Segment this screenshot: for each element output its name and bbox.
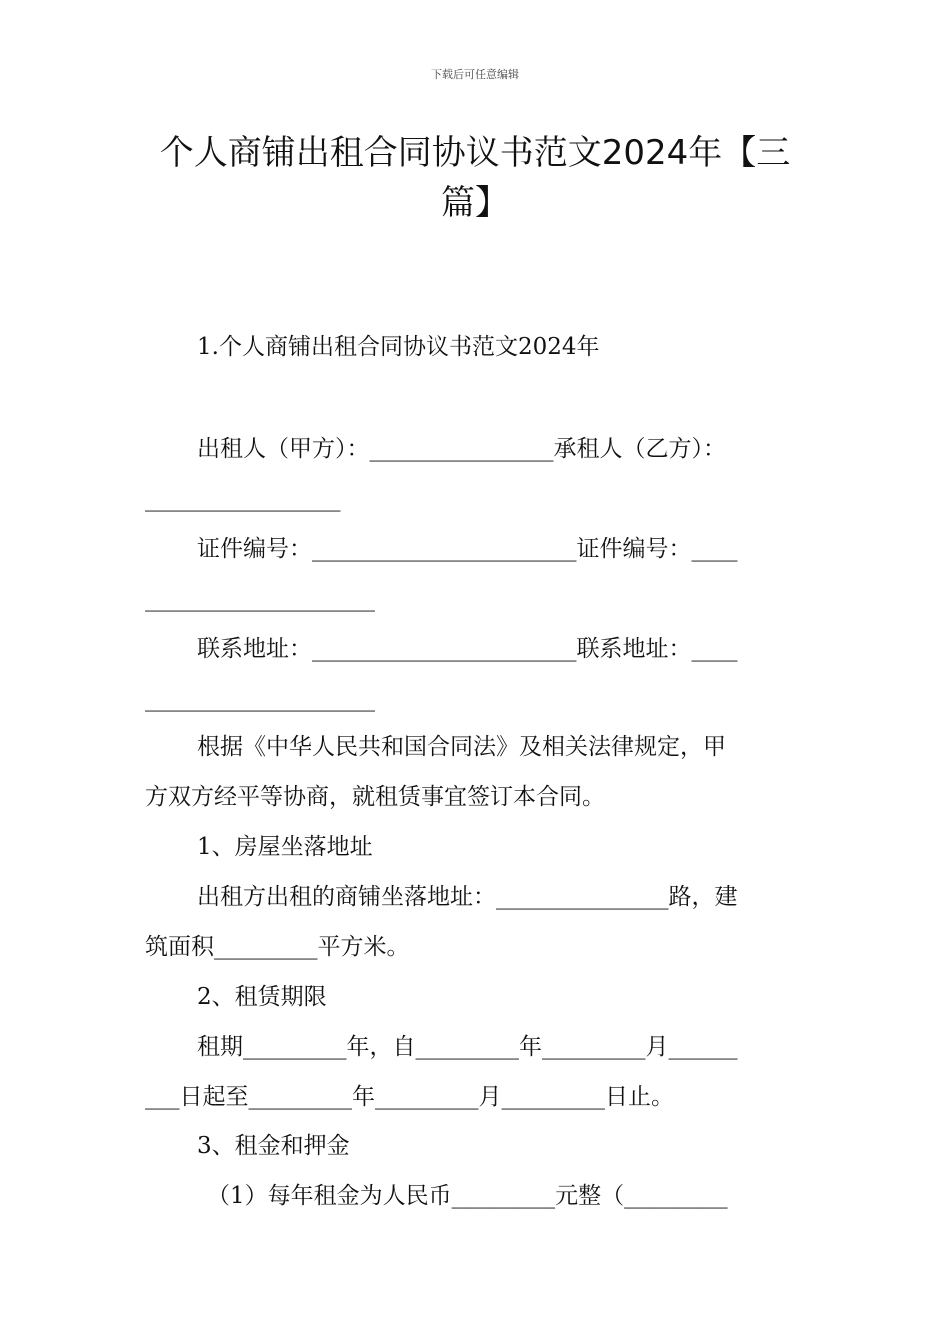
document-title: 个人商铺出租合同协议书范文2024年【三篇】 — [159, 133, 791, 223]
body-line: 筑面积_________平方米。 — [145, 934, 410, 960]
clause-heading: 1、房屋坐落地址 — [197, 834, 373, 860]
body-line: ____________________ — [145, 686, 375, 712]
body-line: 出租人（甲方）：________________承租人（乙方）： — [197, 436, 726, 462]
body-line: ___日起至_________年_________月_________日止。 — [145, 1084, 674, 1110]
header-note: 下载后可任意编辑 — [431, 68, 519, 81]
body-line: 方双方经平等协商，就租赁事宜签订本合同。 — [145, 784, 605, 810]
body-line: 证件编号：_______________________证件编号：____ — [197, 536, 738, 562]
body-line: ____________________ — [145, 586, 375, 612]
body-line: _________________ — [145, 486, 341, 512]
body-line: 联系地址：_______________________联系地址：____ — [197, 636, 738, 662]
body-line: （1）每年租金为人民币_________元整（_________ — [207, 1183, 728, 1209]
clause-heading: 2、租赁期限 — [197, 984, 327, 1010]
body-line: 租期_________年，自_________年_________月______ — [197, 1034, 738, 1060]
body-line: 根据《中华人民共和国合同法》及相关法律规定，甲 — [197, 734, 726, 760]
body-line: 出租方出租的商铺坐落地址：_______________路，建 — [197, 884, 738, 910]
clause-heading: 3、租金和押金 — [197, 1133, 350, 1159]
section-heading: 1.个人商铺出租合同协议书范文2024年 — [197, 334, 600, 360]
